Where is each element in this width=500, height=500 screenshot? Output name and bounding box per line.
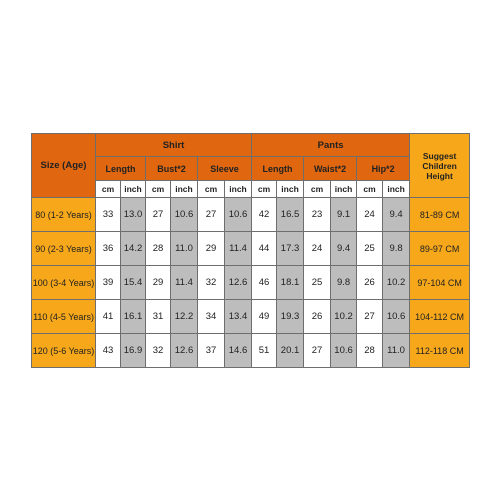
inch-value-cell: 10.6 bbox=[383, 300, 410, 334]
waist-header: Waist*2 bbox=[304, 157, 357, 181]
unit-header-cm: cm bbox=[198, 181, 225, 198]
inch-value-cell: 14.2 bbox=[121, 232, 146, 266]
cm-value-cell: 42 bbox=[252, 198, 277, 232]
cm-value-cell: 32 bbox=[198, 266, 225, 300]
table-row bbox=[32, 300, 470, 334]
inch-value-cell: 9.4 bbox=[383, 198, 410, 232]
cm-value-cell: 33 bbox=[96, 198, 121, 232]
pants-header: Pants bbox=[252, 134, 410, 157]
inch-value-cell: 14.6 bbox=[225, 334, 252, 368]
cm-value-cell: 41 bbox=[96, 300, 121, 334]
unit-header-cm: cm bbox=[357, 181, 383, 198]
inch-value-cell: 10.6 bbox=[171, 198, 198, 232]
cm-value-cell: 46 bbox=[252, 266, 277, 300]
inch-value-cell: 10.6 bbox=[331, 334, 357, 368]
table-row bbox=[32, 232, 470, 266]
unit-header-inch: inch bbox=[383, 181, 410, 198]
unit-header-inch: inch bbox=[331, 181, 357, 198]
table-row bbox=[32, 266, 470, 300]
cm-value-cell: 31 bbox=[146, 300, 171, 334]
shirt-header: Shirt bbox=[96, 134, 252, 157]
cm-value-cell: 43 bbox=[96, 334, 121, 368]
size-chart-table bbox=[31, 133, 470, 368]
inch-value-cell: 13.4 bbox=[225, 300, 252, 334]
header-row-groups bbox=[32, 134, 470, 157]
inch-value-cell: 15.4 bbox=[121, 266, 146, 300]
unit-header-cm: cm bbox=[304, 181, 331, 198]
height-cell: 89-97 CM bbox=[410, 232, 470, 266]
cm-value-cell: 25 bbox=[357, 232, 383, 266]
cm-value-cell: 34 bbox=[198, 300, 225, 334]
bust-header: Bust*2 bbox=[146, 157, 198, 181]
size-cell: 100 (3-4 Years) bbox=[32, 266, 96, 300]
cm-value-cell: 36 bbox=[96, 232, 121, 266]
cm-value-cell: 24 bbox=[357, 198, 383, 232]
inch-value-cell: 12.6 bbox=[225, 266, 252, 300]
suggest-height-header: Suggest Children Height bbox=[410, 134, 470, 198]
unit-header-inch: inch bbox=[225, 181, 252, 198]
table-body bbox=[32, 198, 470, 368]
cm-value-cell: 32 bbox=[146, 334, 171, 368]
inch-value-cell: 20.1 bbox=[277, 334, 304, 368]
table-row bbox=[32, 334, 470, 368]
unit-header-cm: cm bbox=[146, 181, 171, 198]
inch-value-cell: 10.2 bbox=[383, 266, 410, 300]
header-row-measures bbox=[32, 157, 470, 181]
cm-value-cell: 44 bbox=[252, 232, 277, 266]
size-cell: 80 (1-2 Years) bbox=[32, 198, 96, 232]
cm-value-cell: 51 bbox=[252, 334, 277, 368]
cm-value-cell: 28 bbox=[357, 334, 383, 368]
header-row-units bbox=[32, 181, 470, 198]
cm-value-cell: 27 bbox=[198, 198, 225, 232]
inch-value-cell: 11.0 bbox=[171, 232, 198, 266]
cm-value-cell: 26 bbox=[304, 300, 331, 334]
cm-value-cell: 25 bbox=[304, 266, 331, 300]
inch-value-cell: 18.1 bbox=[277, 266, 304, 300]
inch-value-cell: 9.1 bbox=[331, 198, 357, 232]
height-cell: 104-112 CM bbox=[410, 300, 470, 334]
unit-header-inch: inch bbox=[277, 181, 304, 198]
size-cell: 110 (4-5 Years) bbox=[32, 300, 96, 334]
table-row bbox=[32, 198, 470, 232]
hip-header: Hip*2 bbox=[357, 157, 410, 181]
cm-value-cell: 29 bbox=[146, 266, 171, 300]
height-cell: 81-89 CM bbox=[410, 198, 470, 232]
cm-value-cell: 27 bbox=[146, 198, 171, 232]
cm-value-cell: 27 bbox=[357, 300, 383, 334]
cm-value-cell: 27 bbox=[304, 334, 331, 368]
inch-value-cell: 16.5 bbox=[277, 198, 304, 232]
inch-value-cell: 13.0 bbox=[121, 198, 146, 232]
inch-value-cell: 11.4 bbox=[171, 266, 198, 300]
height-cell: 112-118 CM bbox=[410, 334, 470, 368]
inch-value-cell: 9.8 bbox=[383, 232, 410, 266]
pants-length-header: Length bbox=[252, 157, 304, 181]
cm-value-cell: 26 bbox=[357, 266, 383, 300]
inch-value-cell: 12.6 bbox=[171, 334, 198, 368]
inch-value-cell: 9.8 bbox=[331, 266, 357, 300]
inch-value-cell: 16.1 bbox=[121, 300, 146, 334]
size-age-header: Size (Age) bbox=[32, 134, 96, 198]
inch-value-cell: 11.0 bbox=[383, 334, 410, 368]
unit-header-cm: cm bbox=[252, 181, 277, 198]
shirt-length-header: Length bbox=[96, 157, 146, 181]
cm-value-cell: 49 bbox=[252, 300, 277, 334]
cm-value-cell: 24 bbox=[304, 232, 331, 266]
unit-header-inch: inch bbox=[121, 181, 146, 198]
size-cell: 90 (2-3 Years) bbox=[32, 232, 96, 266]
inch-value-cell: 12.2 bbox=[171, 300, 198, 334]
cm-value-cell: 37 bbox=[198, 334, 225, 368]
inch-value-cell: 19.3 bbox=[277, 300, 304, 334]
cm-value-cell: 23 bbox=[304, 198, 331, 232]
inch-value-cell: 10.2 bbox=[331, 300, 357, 334]
cm-value-cell: 29 bbox=[198, 232, 225, 266]
unit-header-inch: inch bbox=[171, 181, 198, 198]
cm-value-cell: 28 bbox=[146, 232, 171, 266]
inch-value-cell: 16.9 bbox=[121, 334, 146, 368]
cm-value-cell: 39 bbox=[96, 266, 121, 300]
unit-header-cm: cm bbox=[96, 181, 121, 198]
size-cell: 120 (5-6 Years) bbox=[32, 334, 96, 368]
inch-value-cell: 11.4 bbox=[225, 232, 252, 266]
height-cell: 97-104 CM bbox=[410, 266, 470, 300]
sleeve-header: Sleeve bbox=[198, 157, 252, 181]
inch-value-cell: 10.6 bbox=[225, 198, 252, 232]
inch-value-cell: 9.4 bbox=[331, 232, 357, 266]
inch-value-cell: 17.3 bbox=[277, 232, 304, 266]
